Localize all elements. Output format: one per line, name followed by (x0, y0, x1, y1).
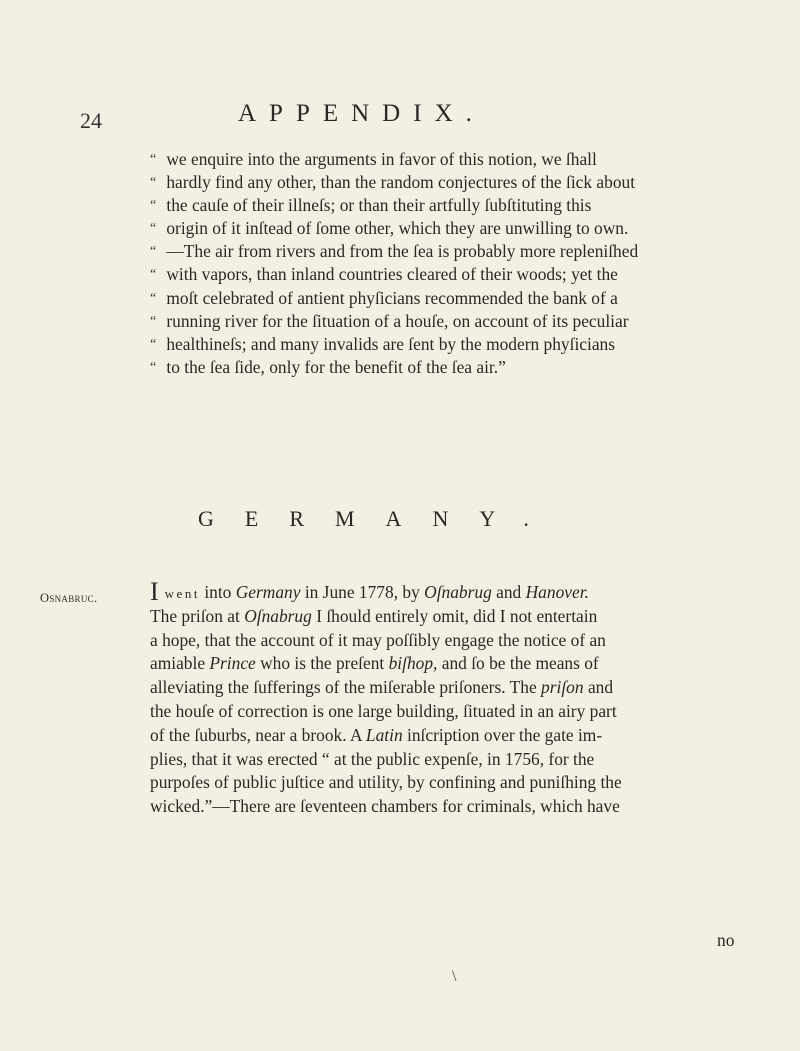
quote-line: “ we enquire into the arguments in favor of this notion, we ſhall (150, 149, 597, 169)
body-line: of the ſuburbs, near a brook. A Latin inſcription over the gate im- (150, 724, 603, 745)
printer-mark: \ (452, 968, 457, 985)
body-line: Iwent into Germany in June 1778, by Oſnabrug and Hanover. (150, 581, 762, 605)
quote-line: “ the cauſe of their illneſs; or than their artfully ſubſtituting this (150, 195, 592, 216)
page-number: 24 (80, 108, 102, 133)
quotation-block (150, 148, 760, 379)
quote-line: “ —The air from rivers and from the ſea is probably more repleniſhed (150, 241, 639, 262)
quote-line: “ hardly find any other, than the random conjectures of the ſick about (150, 172, 636, 193)
body-text (150, 581, 762, 819)
quote-line: “ origin of it inſtead of ſome other, which they are unwilling to own. (150, 218, 629, 239)
quote-line: “ with vapors, than inland countries cleared of their woods; yet the (150, 264, 618, 285)
margin-note: Osnabruc. (40, 591, 98, 605)
quote-line: “ to the ſea ſide, only for the benefit of the ſea air.” (150, 356, 506, 377)
quote-line: “ moſt celebrated of antient phyſicians recommended the bank of a (150, 287, 618, 308)
body-line: a hope, that the account of it may poſſibly engage the notice of an (150, 629, 606, 650)
body-line: purpoſes of public juſtice and utility, by confining and puniſhing the (150, 772, 622, 793)
body-line: The priſon at Oſnabrug I ſhould entirely omit, did I not entertain (150, 605, 598, 626)
body-line: amiable Prince who is the preſent biſhop, and ſo be the means of (150, 653, 599, 674)
section-title: GERMANY. (198, 506, 560, 531)
body-line: alleviating the ſufferings of the miſerable priſoners. The priſon and (150, 677, 614, 698)
quote-line: “ running river for the ſituation of a houſe, on account of its peculiar (150, 310, 629, 331)
body-line: wicked.”—There are ſeventeen chambers for criminals, which have (150, 796, 620, 817)
drop-cap: I (150, 581, 159, 605)
body-line: plies, that it was erected “ at the public expenſe, in 1756, for the (150, 748, 595, 769)
running-head: APPENDIX. (238, 100, 485, 127)
quote-line: “ healthineſs; and many invalids are ſent by the modern phyſicians (150, 333, 616, 354)
catchword: no (717, 930, 735, 950)
body-line: the houſe of correction is one large building, ſituated in an airy part (150, 700, 617, 721)
